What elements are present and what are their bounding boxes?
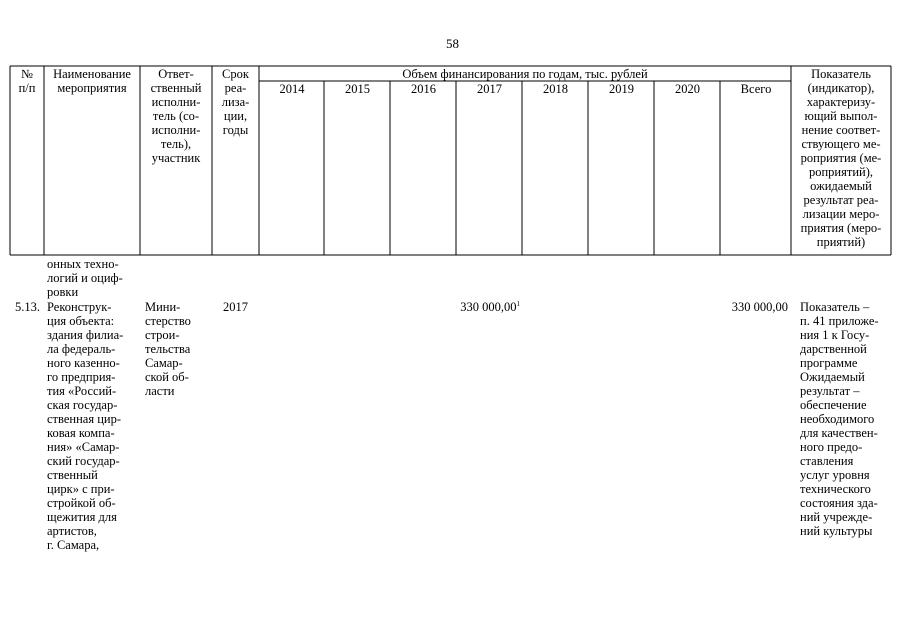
footnote-marker: 1 (516, 299, 520, 308)
header-year-2017: 2017 (477, 82, 502, 96)
header-year-2019: 2019 (609, 82, 634, 96)
row-value-2017-amount: 330 000,00 (460, 300, 517, 314)
row-total: 330 000,00 (731, 300, 788, 314)
header-year-2014: 2014 (279, 82, 305, 96)
header-executor: Ответ- ственный исполни- тель (со- исполни- тель), участник (150, 67, 202, 165)
header-indicator: Показатель (индикатор), характеризу- ющий выпол- нение соответ- ствующего ме- роприятия (ме- роприятий), ожидаемый результат реа- лизации меро- приятия (меро- приятий) (800, 67, 882, 249)
row-number: 5.13. (15, 300, 40, 314)
header-year-2018: 2018 (543, 82, 568, 96)
header-name: Наименование мероприятия (53, 67, 131, 95)
header-year-2016: 2016 (411, 82, 436, 96)
continuation-text: онных техно- логий и оциф- ровки (47, 257, 123, 299)
header-year-2020: 2020 (675, 82, 700, 96)
header-total: Всего (740, 82, 772, 96)
header-year-2015: 2015 (345, 82, 370, 96)
page-number: 58 (446, 36, 459, 51)
header-no: № п/п (18, 67, 36, 95)
header-financing: Объем финансирования по годам, тыс. рублей (402, 67, 648, 81)
row-indicator: Показатель – п. 41 приложе- ния 1 к Госу- дарственной программе Ожидаемый результат – обеспечение необходимого для качествен- ного предо- ставления услуг уровня технического состояния зда- ний учрежде- ний культуры (800, 300, 879, 538)
row-term: 2017 (223, 300, 248, 314)
header-term: Срок реа- лиза- ции, годы (221, 67, 250, 137)
row-executor: Мини- стерство строи- тельства Самар- ской об- ласти (145, 300, 191, 398)
row-value-2017 (440, 300, 520, 314)
row-name: Реконструк- ция объекта: здания филиа- ла федераль- ного казенно- го предприя- тия «Россий- ская государ- ственная цир- ковая компа- ния» «Самар- ский государ- ственный цирк» с при- стройкой об- щежития для артистов, г. Самара, (47, 300, 124, 552)
